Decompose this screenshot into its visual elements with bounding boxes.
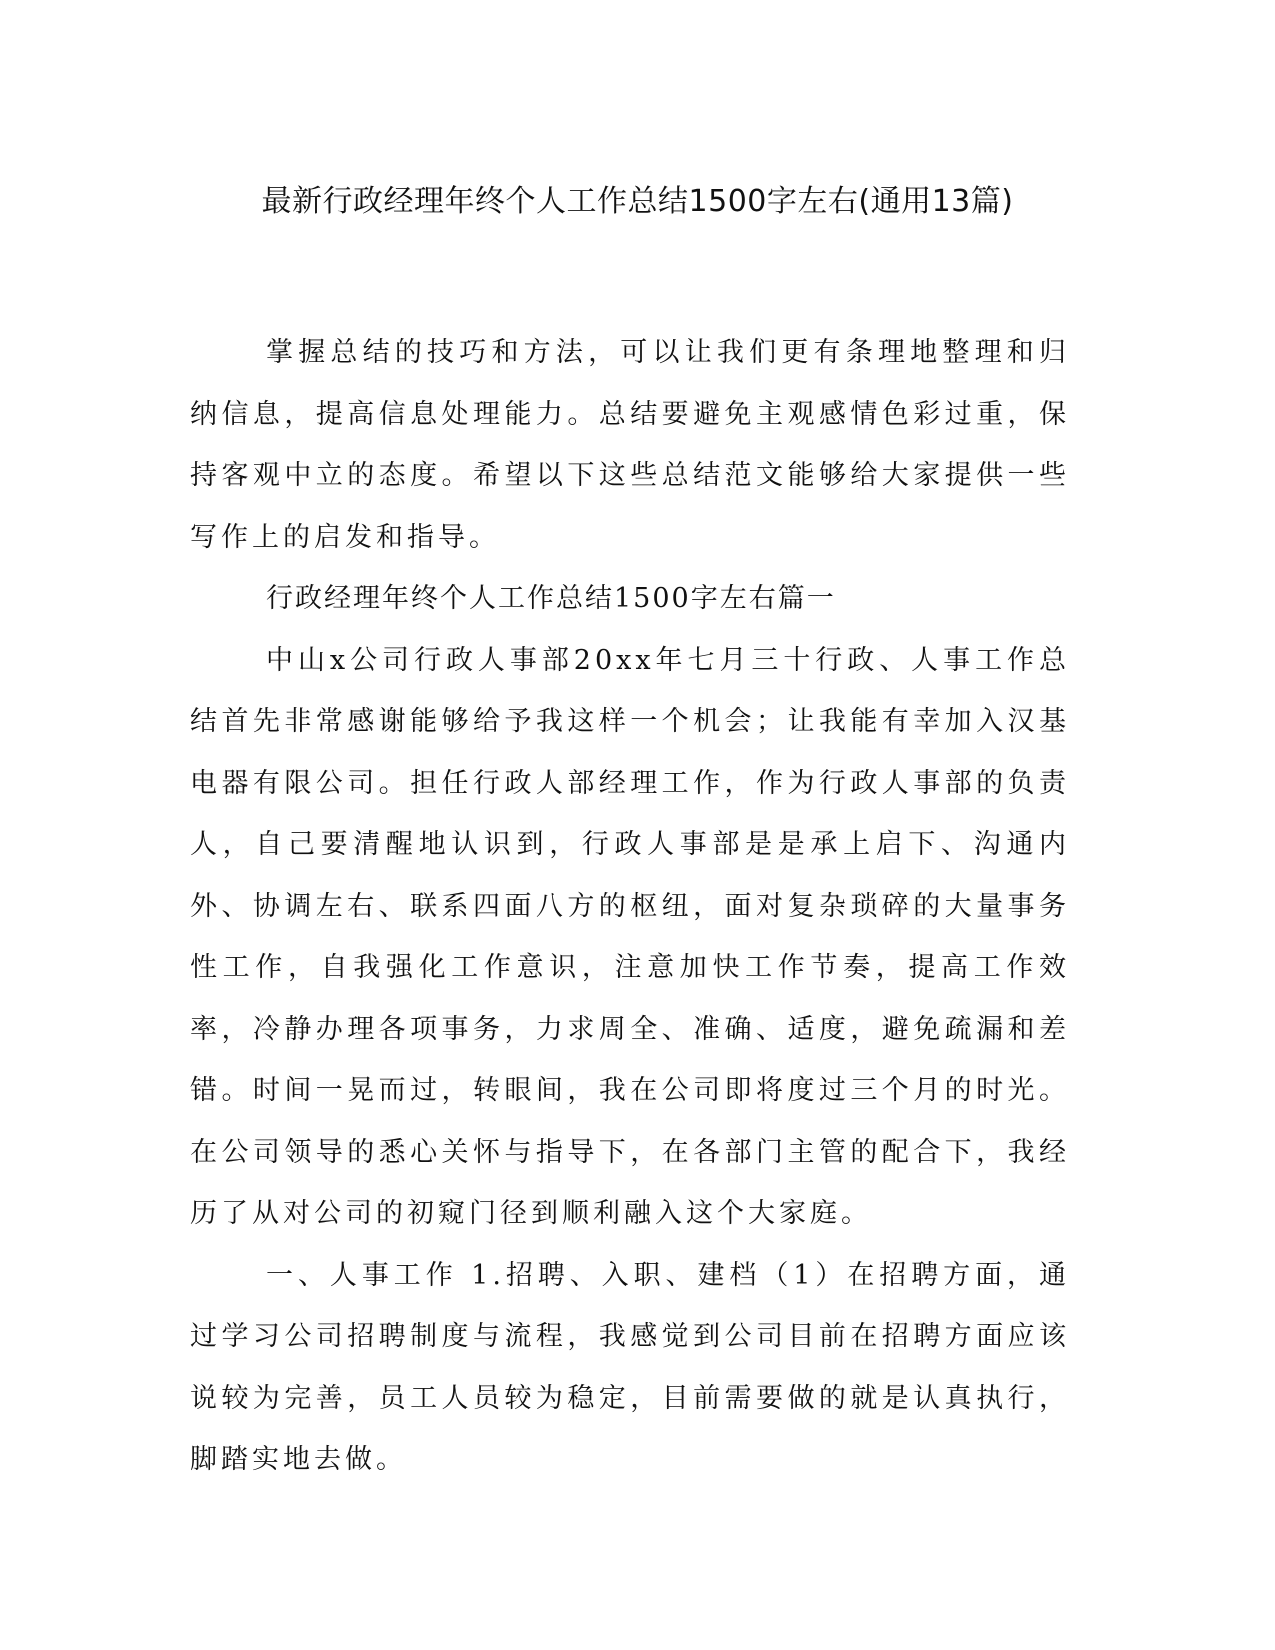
document-body [190,322,1070,1491]
section-heading: 行政经理年终个人工作总结1500字左右篇一 [266,583,836,614]
paragraph-hr-work: 一、人事工作 1.招聘、入职、建档（1）在招聘方面，通过学习公司招聘制度与流程，我感觉到公司目前在招聘方面应该说较为完善，员工人员较为稳定，目前需要做的就是认真执行，脚踏实地去做。 [190,1259,1070,1475]
document-title: 最新行政经理年终个人工作总结1500字左右(通用13篇) [261,184,1014,219]
paragraph-intro: 掌握总结的技巧和方法，可以让我们更有条理地整理和归纳信息，提高信息处理能力。总结要避免主观感情色彩过重，保持客观中立的态度。希望以下这些总结范文能够给大家提供一些写作上的启发和指导。 [190,337,1070,553]
paragraph-main: 中山x公司行政人事部20xx年七月三十行政、人事工作总结首先非常感谢能够给予我这样一个机会；让我能有幸加入汉基电器有限公司。担任行政人部经理工作，作为行政人事部的负责人，自己要清醒地认识到，行政人事部是是承上启下、沟通内外、协调左右、联系四面八方的枢纽，面对复杂琐碎的大量事务性工作，自我强化工作意识，注意加快工作节奏，提高工作效率，冷静办理各项事务，力求周全、准确、适度，避免疏漏和差错。时间一晃而过，转眼间，我在公司即将度过三个月的时光。在公司领导的悉心关怀与指导下，在各部门主管的配合下，我经历了从对公司的初窥门径到顺利融入这个大家庭。 [190,644,1070,1229]
